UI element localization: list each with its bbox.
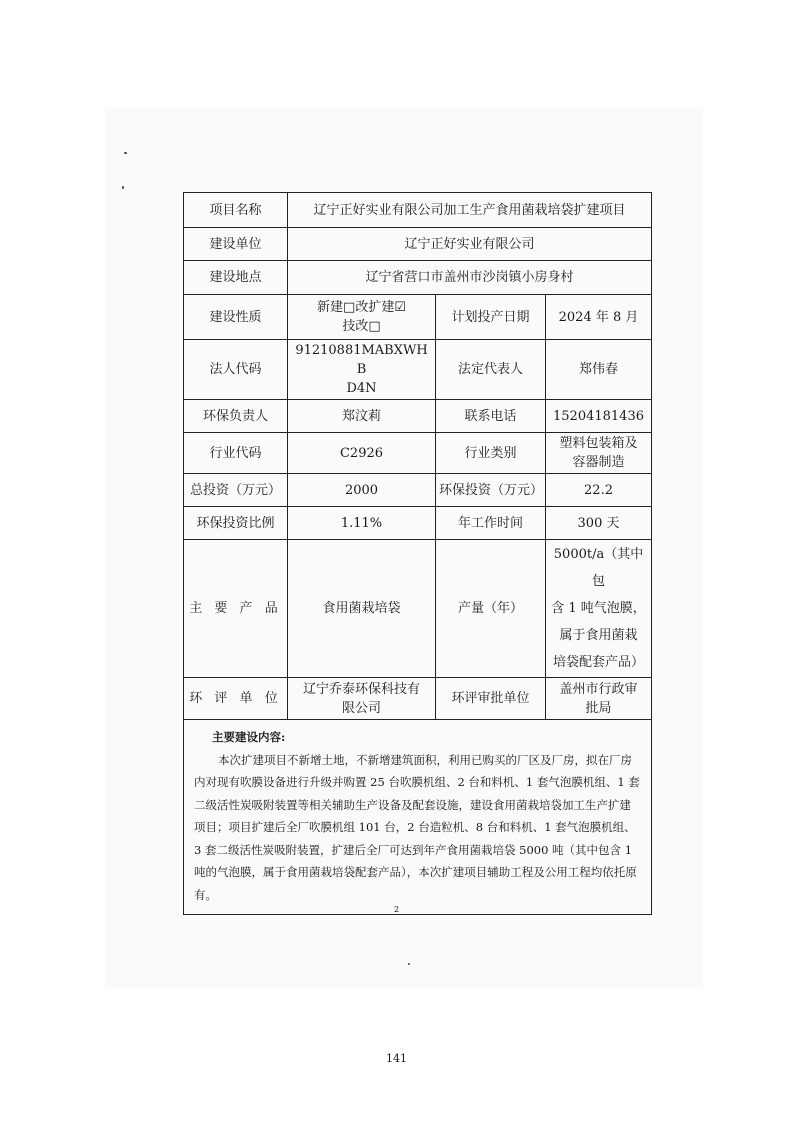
eia-unit-line2: 限公司 (341, 700, 381, 716)
legal-code-label: 法人代码 (184, 340, 288, 400)
eia-unit-value (288, 678, 436, 720)
output-label: 产量（年） (436, 540, 546, 678)
phone-value: 15204181436 (546, 400, 652, 433)
legal-rep-label: 法定代表人 (436, 340, 546, 400)
work-time-value: 300 天 (546, 507, 652, 540)
industry-code-label: 行业代码 (184, 433, 288, 474)
row-env-head (184, 400, 652, 433)
nature-options (288, 295, 436, 340)
row-eia (184, 678, 652, 720)
eia-approval-value (546, 678, 652, 720)
construction-content-heading: 主要建设内容: (212, 730, 286, 744)
industry-category-line1: 塑料包装箱及 (559, 436, 638, 451)
eia-approval-line2: 批局 (585, 700, 612, 716)
row-invest (184, 474, 652, 507)
row-construction-content (184, 720, 652, 915)
row-project-name (184, 193, 652, 228)
env-head-label: 环保负责人 (184, 400, 288, 433)
location-value: 辽宁省营口市盖州市沙岗镇小房身村 (288, 261, 652, 295)
construction-content-body: 本次扩建项目不新增土地，不新增建筑面积，利用已购买的厂区及厂房，拟在厂房内对现有吹膜设备进行升级并购置 25 台吹膜机组、2 台和料机、1 套气泡膜机组、1 套二级活性炭吸附装置等相关辅助生产设备及配套设施，建设食用菌栽培袋加工生产扩建项目；项目扩建后全厂吹膜机组 101 台，2 台造粒机、8 台和料机、1 套气泡膜机组、3 套二级活性炭吸附装置，扩建后全厂可达到年产食用菌栽培袋 5000 吨（其中包含 1 吨的气泡膜，属于食用菌栽培袋配套产品），本次扩建项目辅助工程及公用工程均依托原有。 (194, 752, 640, 902)
row-ratio (184, 507, 652, 540)
env-ratio-label: 环保投资比例 (184, 507, 288, 540)
project-info-form (183, 192, 652, 915)
row-location (184, 261, 652, 295)
planned-date-value: 2024 年 8 月 (546, 295, 652, 340)
eia-approval-line1: 盖州市行政审 (559, 681, 638, 697)
builder-label: 建设单位 (184, 228, 288, 261)
legal-rep-value: 郑伟春 (546, 340, 652, 400)
total-invest-value: 2000 (288, 474, 436, 507)
eia-unit-line1: 辽宁乔泰环保科技有 (302, 681, 420, 697)
output-line3: 属于食用菌栽 (559, 628, 638, 643)
location-label: 建设地点 (184, 261, 288, 295)
total-invest-label: 总投资（万元） (184, 474, 288, 507)
env-ratio-value: 1.11% (288, 507, 436, 540)
row-product (184, 540, 652, 678)
builder-value: 辽宁正好实业有限公司 (288, 228, 652, 261)
scan-speck (122, 186, 124, 189)
industry-code-value: C2926 (288, 433, 436, 474)
nature-options-line2: 技改□ (342, 319, 381, 334)
output-line1: 5000t/a（其中包 (553, 547, 644, 589)
output-line2: 含 1 吨气泡膜， (551, 601, 646, 616)
output-value (546, 540, 652, 678)
industry-category-value (546, 433, 652, 474)
work-time-label: 年工作时间 (436, 507, 546, 540)
main-product-value: 食用菌栽培袋 (288, 540, 436, 678)
project-name-label: 项目名称 (184, 193, 288, 228)
nature-options-line1: 新建□改扩建☑ (317, 300, 406, 315)
scan-speck (408, 963, 410, 965)
inner-page-number: 2 (393, 905, 400, 914)
main-product-label: 主 要 产 品 (184, 540, 288, 678)
eia-unit-label: 环 评 单 位 (184, 678, 288, 720)
scan-speck (124, 152, 127, 154)
eia-approval-label: 环评审批单位 (436, 678, 546, 720)
industry-category-label: 行业类别 (436, 433, 546, 474)
row-legal (184, 340, 652, 400)
phone-label: 联系电话 (436, 400, 546, 433)
construction-content (184, 720, 652, 915)
env-invest-label: 环保投资（万元） (436, 474, 546, 507)
project-name-value: 辽宁正好实业有限公司加工生产食用菌栽培袋扩建项目 (288, 193, 652, 228)
output-line4: 培袋配套产品） (553, 655, 645, 670)
env-invest-value: 22.2 (546, 474, 652, 507)
row-nature (184, 295, 652, 340)
outer-page-number: 141 (386, 1052, 407, 1065)
legal-code-value (288, 340, 436, 400)
env-head-value: 郑汶莉 (288, 400, 436, 433)
row-builder (184, 228, 652, 261)
nature-label: 建设性质 (184, 295, 288, 340)
planned-date-label: 计划投产日期 (436, 295, 546, 340)
industry-category-line2: 容器制造 (572, 455, 625, 470)
row-industry (184, 433, 652, 474)
legal-code-line2: D4N (346, 381, 377, 396)
legal-code-line1: 91210881MABXWHB (295, 343, 428, 377)
